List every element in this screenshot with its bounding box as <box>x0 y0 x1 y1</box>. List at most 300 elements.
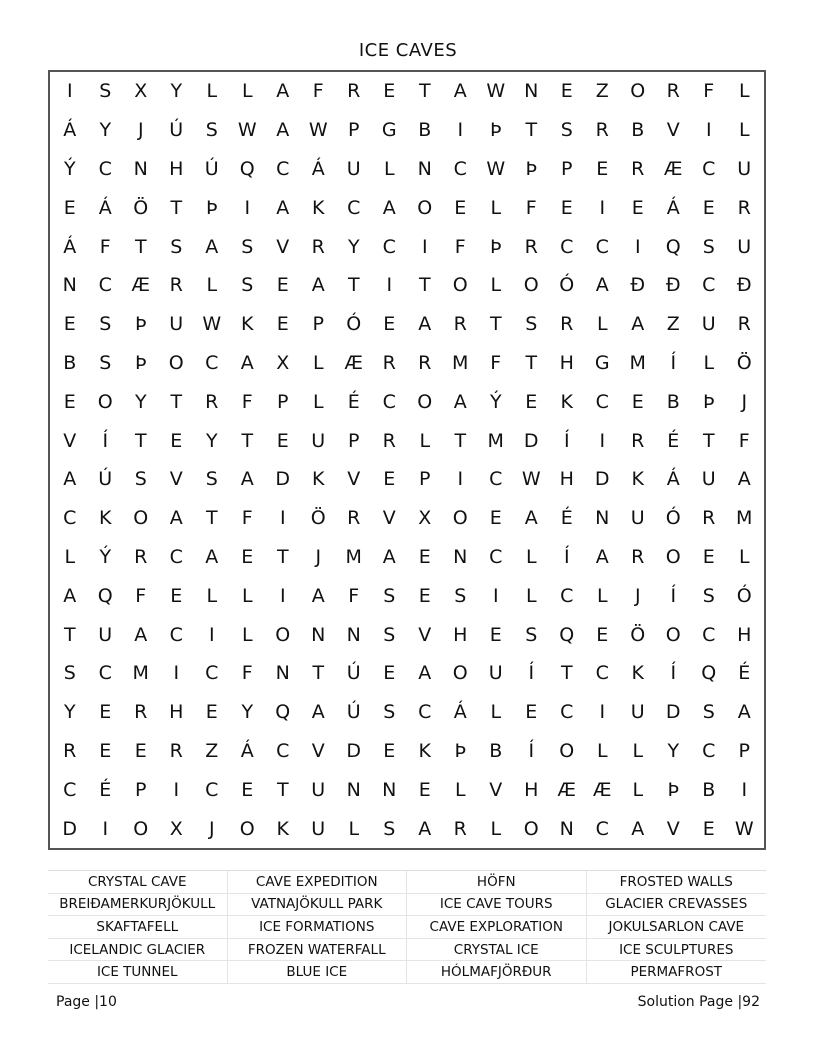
grid-cell[interactable]: I <box>599 701 606 724</box>
grid-cell[interactable]: K <box>418 739 431 762</box>
grid-cell[interactable]: Ú <box>204 157 219 180</box>
grid-cell[interactable]: R <box>382 429 396 452</box>
grid-cell[interactable]: M <box>487 429 504 452</box>
grid-cell[interactable]: E <box>702 545 715 568</box>
grid-cell[interactable]: E <box>63 196 76 219</box>
grid-cell[interactable]: W <box>308 119 328 142</box>
grid-cell[interactable]: Ý <box>63 157 76 180</box>
grid-cell[interactable]: E <box>489 507 502 530</box>
grid-cell[interactable]: Ú <box>346 701 361 724</box>
grid-cell[interactable]: C <box>205 351 219 374</box>
grid-cell[interactable]: Þ <box>525 157 537 180</box>
grid-cell[interactable]: E <box>702 196 715 219</box>
grid-cell[interactable]: Y <box>134 390 147 413</box>
grid-cell[interactable]: I <box>66 80 73 103</box>
grid-cell[interactable]: V <box>276 235 290 258</box>
grid-cell[interactable]: E <box>596 623 609 646</box>
grid-cell[interactable]: E <box>241 778 254 801</box>
grid-cell[interactable]: R <box>205 390 219 413</box>
grid-cell[interactable]: E <box>631 390 644 413</box>
grid-cell[interactable]: E <box>560 196 573 219</box>
grid-cell[interactable]: A <box>418 817 432 840</box>
grid-cell[interactable]: T <box>276 545 289 568</box>
grid-cell[interactable]: É <box>738 662 751 685</box>
grid-cell[interactable]: M <box>452 351 469 374</box>
grid-cell[interactable]: P <box>348 429 360 452</box>
grid-cell[interactable]: C <box>453 157 467 180</box>
grid-cell[interactable]: U <box>311 778 326 801</box>
grid-cell[interactable]: S <box>241 274 254 297</box>
grid-cell[interactable]: Y <box>667 739 680 762</box>
grid-cell[interactable]: Ú <box>98 468 113 491</box>
grid-cell[interactable]: L <box>206 584 218 607</box>
grid-cell[interactable]: R <box>524 235 538 258</box>
grid-cell[interactable]: T <box>702 429 715 452</box>
grid-cell[interactable]: L <box>206 80 218 103</box>
grid-cell[interactable]: Q <box>701 662 717 685</box>
grid-cell[interactable]: C <box>169 545 183 568</box>
grid-cell[interactable]: E <box>418 545 431 568</box>
grid-cell[interactable]: Q <box>559 623 575 646</box>
grid-cell[interactable]: A <box>205 545 219 568</box>
grid-cell[interactable]: Á <box>98 196 112 219</box>
grid-cell[interactable]: Þ <box>135 313 147 336</box>
grid-cell[interactable]: Ð <box>736 274 752 297</box>
grid-cell[interactable]: C <box>382 235 396 258</box>
grid-cell[interactable]: H <box>737 623 752 646</box>
grid-cell[interactable]: V <box>169 468 183 491</box>
grid-cell[interactable]: S <box>241 235 254 258</box>
grid-cell[interactable]: N <box>346 778 361 801</box>
grid-cell[interactable]: D <box>275 468 291 491</box>
grid-cell[interactable]: V <box>347 468 361 491</box>
grid-cell[interactable]: U <box>346 157 361 180</box>
grid-cell[interactable]: A <box>169 507 183 530</box>
grid-cell[interactable]: Í <box>670 351 677 374</box>
grid-cell[interactable]: L <box>312 390 324 413</box>
grid-cell[interactable]: K <box>631 468 644 491</box>
grid-cell[interactable]: T <box>418 80 431 103</box>
grid-cell[interactable]: L <box>738 545 750 568</box>
grid-cell[interactable]: B <box>702 778 716 801</box>
grid-cell[interactable]: I <box>173 662 180 685</box>
grid-cell[interactable]: X <box>169 817 183 840</box>
grid-cell[interactable]: A <box>595 274 609 297</box>
grid-cell[interactable]: C <box>63 507 77 530</box>
grid-cell[interactable]: T <box>170 390 183 413</box>
grid-cell[interactable]: B <box>418 119 432 142</box>
grid-cell[interactable]: C <box>702 623 716 646</box>
grid-cell[interactable]: T <box>134 429 147 452</box>
grid-cell[interactable]: O <box>523 274 539 297</box>
grid-cell[interactable]: H <box>169 701 184 724</box>
grid-cell[interactable]: C <box>595 390 609 413</box>
grid-cell[interactable]: F <box>312 80 324 103</box>
grid-cell[interactable]: A <box>134 623 148 646</box>
grid-cell[interactable]: L <box>596 739 608 762</box>
grid-cell[interactable]: Á <box>666 196 680 219</box>
grid-cell[interactable]: E <box>63 390 76 413</box>
grid-cell[interactable]: O <box>630 80 646 103</box>
grid-cell[interactable]: N <box>382 778 397 801</box>
grid-cell[interactable]: E <box>99 739 112 762</box>
grid-cell[interactable]: H <box>524 778 539 801</box>
grid-cell[interactable]: Ö <box>310 507 326 530</box>
grid-cell[interactable]: R <box>631 545 645 568</box>
grid-cell[interactable]: E <box>170 429 183 452</box>
grid-cell[interactable]: R <box>169 274 183 297</box>
grid-cell[interactable]: É <box>347 390 360 413</box>
grid-cell[interactable]: T <box>560 662 573 685</box>
grid-cell[interactable]: L <box>241 80 253 103</box>
grid-cell[interactable]: O <box>665 623 681 646</box>
grid-cell[interactable]: C <box>63 778 77 801</box>
grid-cell[interactable]: L <box>525 584 537 607</box>
grid-cell[interactable]: H <box>169 157 184 180</box>
grid-cell[interactable]: E <box>418 584 431 607</box>
grid-cell[interactable]: R <box>347 80 361 103</box>
grid-cell[interactable]: P <box>277 390 289 413</box>
grid-cell[interactable]: Ó <box>346 313 362 336</box>
grid-cell[interactable]: Ú <box>169 119 184 142</box>
grid-cell[interactable]: V <box>418 623 432 646</box>
grid-cell[interactable]: S <box>702 584 715 607</box>
grid-cell[interactable]: F <box>241 507 253 530</box>
grid-cell[interactable]: Y <box>170 80 183 103</box>
grid-cell[interactable]: T <box>418 274 431 297</box>
grid-cell[interactable]: S <box>454 584 467 607</box>
grid-cell[interactable]: K <box>99 507 112 530</box>
grid-cell[interactable]: U <box>169 313 184 336</box>
grid-cell[interactable]: G <box>594 351 610 374</box>
grid-cell[interactable]: Æ <box>131 274 150 297</box>
grid-cell[interactable]: A <box>418 662 432 685</box>
grid-cell[interactable]: Á <box>240 739 254 762</box>
grid-cell[interactable]: Í <box>563 429 570 452</box>
grid-cell[interactable]: N <box>311 623 326 646</box>
grid-cell[interactable]: Æ <box>663 157 683 180</box>
grid-cell[interactable]: E <box>383 80 396 103</box>
grid-cell[interactable]: O <box>168 351 184 374</box>
grid-cell[interactable]: U <box>701 313 716 336</box>
grid-cell[interactable]: T <box>134 235 147 258</box>
grid-cell[interactable]: L <box>738 119 750 142</box>
grid-cell[interactable]: O <box>275 623 291 646</box>
grid-cell[interactable]: W <box>486 157 506 180</box>
grid-cell[interactable]: N <box>453 545 468 568</box>
grid-cell[interactable]: C <box>418 701 432 724</box>
grid-cell[interactable]: L <box>490 274 502 297</box>
grid-cell[interactable]: S <box>134 468 147 491</box>
grid-cell[interactable]: I <box>208 623 215 646</box>
grid-cell[interactable]: E <box>383 313 396 336</box>
grid-cell[interactable]: Í <box>670 584 677 607</box>
grid-cell[interactable]: R <box>134 701 148 724</box>
grid-cell[interactable]: I <box>741 778 748 801</box>
grid-cell[interactable]: C <box>489 468 503 491</box>
grid-cell[interactable]: Y <box>99 119 112 142</box>
grid-cell[interactable]: B <box>631 119 645 142</box>
grid-cell[interactable]: O <box>452 662 468 685</box>
grid-cell[interactable]: Á <box>63 235 77 258</box>
grid-cell[interactable]: W <box>734 817 754 840</box>
grid-cell[interactable]: L <box>312 351 324 374</box>
grid-cell[interactable]: V <box>63 429 77 452</box>
grid-cell[interactable]: Ó <box>736 584 752 607</box>
grid-cell[interactable]: R <box>418 351 432 374</box>
grid-cell[interactable]: P <box>419 468 431 491</box>
grid-cell[interactable]: H <box>453 623 468 646</box>
grid-cell[interactable]: C <box>595 662 609 685</box>
grid-cell[interactable]: A <box>453 80 467 103</box>
grid-cell[interactable]: E <box>383 468 396 491</box>
grid-cell[interactable]: L <box>525 545 537 568</box>
grid-cell[interactable]: R <box>737 196 751 219</box>
grid-cell[interactable]: Í <box>670 662 677 685</box>
grid-cell[interactable]: N <box>133 157 148 180</box>
grid-cell[interactable]: F <box>99 235 111 258</box>
grid-cell[interactable]: Ð <box>665 274 681 297</box>
grid-cell[interactable]: C <box>702 739 716 762</box>
grid-cell[interactable]: Ö <box>630 623 646 646</box>
grid-cell[interactable]: I <box>102 817 109 840</box>
grid-cell[interactable]: S <box>383 817 396 840</box>
grid-cell[interactable]: C <box>595 817 609 840</box>
grid-cell[interactable]: C <box>489 545 503 568</box>
grid-cell[interactable]: D <box>665 701 681 724</box>
grid-cell[interactable]: Z <box>595 80 609 103</box>
grid-cell[interactable]: A <box>382 545 396 568</box>
grid-cell[interactable]: U <box>630 701 645 724</box>
grid-cell[interactable]: L <box>632 778 644 801</box>
grid-cell[interactable]: S <box>99 351 112 374</box>
grid-cell[interactable]: W <box>202 313 222 336</box>
grid-cell[interactable]: A <box>311 274 325 297</box>
grid-cell[interactable]: W <box>237 119 257 142</box>
grid-cell[interactable]: I <box>599 429 606 452</box>
grid-cell[interactable]: L <box>490 701 502 724</box>
grid-cell[interactable]: P <box>348 119 360 142</box>
grid-cell[interactable]: X <box>276 351 290 374</box>
grid-cell[interactable]: E <box>454 196 467 219</box>
grid-cell[interactable]: U <box>488 662 503 685</box>
grid-cell[interactable]: I <box>457 119 464 142</box>
grid-cell[interactable]: F <box>241 390 253 413</box>
grid-cell[interactable]: U <box>737 157 752 180</box>
grid-cell[interactable]: Ý <box>489 390 502 413</box>
grid-cell[interactable]: L <box>241 623 253 646</box>
grid-cell[interactable]: R <box>382 351 396 374</box>
grid-cell[interactable]: S <box>560 119 573 142</box>
grid-cell[interactable]: R <box>63 739 77 762</box>
grid-cell[interactable]: C <box>98 157 112 180</box>
grid-cell[interactable]: R <box>347 507 361 530</box>
grid-cell[interactable]: L <box>596 584 608 607</box>
grid-cell[interactable]: V <box>666 817 680 840</box>
grid-cell[interactable]: C <box>702 274 716 297</box>
grid-cell[interactable]: Í <box>563 545 570 568</box>
grid-cell[interactable]: A <box>63 584 77 607</box>
grid-cell[interactable]: L <box>490 196 502 219</box>
grid-cell[interactable]: C <box>276 739 290 762</box>
grid-cell[interactable]: I <box>279 507 286 530</box>
grid-cell[interactable]: C <box>276 157 290 180</box>
grid-cell[interactable]: Þ <box>490 235 502 258</box>
grid-cell[interactable]: F <box>241 662 253 685</box>
grid-cell[interactable]: O <box>417 390 433 413</box>
grid-cell[interactable]: C <box>560 235 574 258</box>
grid-cell[interactable]: Þ <box>667 778 679 801</box>
grid-cell[interactable]: A <box>276 80 290 103</box>
grid-cell[interactable]: C <box>560 701 574 724</box>
grid-cell[interactable]: E <box>134 739 147 762</box>
grid-cell[interactable]: S <box>205 119 218 142</box>
grid-cell[interactable]: W <box>521 468 541 491</box>
grid-cell[interactable]: E <box>596 157 609 180</box>
grid-cell[interactable]: Ö <box>736 351 752 374</box>
grid-cell[interactable]: N <box>346 623 361 646</box>
grid-cell[interactable]: M <box>345 545 362 568</box>
grid-cell[interactable]: A <box>311 701 325 724</box>
grid-cell[interactable]: W <box>486 80 506 103</box>
grid-cell[interactable]: R <box>631 157 645 180</box>
grid-cell[interactable]: E <box>276 274 289 297</box>
grid-cell[interactable]: Á <box>666 468 680 491</box>
grid-cell[interactable]: T <box>63 623 76 646</box>
grid-cell[interactable]: N <box>62 274 77 297</box>
grid-cell[interactable]: E <box>276 313 289 336</box>
grid-cell[interactable]: É <box>667 429 680 452</box>
grid-cell[interactable]: B <box>666 390 680 413</box>
grid-cell[interactable]: Æ <box>557 778 576 801</box>
grid-cell[interactable]: C <box>347 196 361 219</box>
grid-cell[interactable]: L <box>738 80 750 103</box>
grid-cell[interactable]: J <box>208 817 215 840</box>
grid-cell[interactable]: A <box>240 351 254 374</box>
grid-cell[interactable]: C <box>205 778 219 801</box>
grid-cell[interactable]: Q <box>239 157 255 180</box>
grid-cell[interactable]: R <box>311 235 325 258</box>
grid-cell[interactable]: I <box>457 468 464 491</box>
grid-cell[interactable]: O <box>665 545 681 568</box>
grid-cell[interactable]: P <box>135 778 147 801</box>
grid-cell[interactable]: B <box>489 739 503 762</box>
grid-cell[interactable]: T <box>347 274 360 297</box>
grid-cell[interactable]: Y <box>347 235 360 258</box>
grid-cell[interactable]: O <box>239 817 255 840</box>
grid-cell[interactable]: O <box>452 507 468 530</box>
grid-cell[interactable]: H <box>559 468 574 491</box>
grid-cell[interactable]: B <box>63 351 77 374</box>
grid-cell[interactable]: E <box>170 584 183 607</box>
grid-cell[interactable]: T <box>312 662 325 685</box>
grid-cell[interactable]: R <box>169 739 183 762</box>
grid-cell[interactable]: L <box>454 778 466 801</box>
grid-cell[interactable]: L <box>206 274 218 297</box>
grid-cell[interactable]: R <box>666 80 680 103</box>
grid-cell[interactable]: É <box>99 778 112 801</box>
grid-cell[interactable]: N <box>275 662 290 685</box>
grid-cell[interactable]: Þ <box>454 739 466 762</box>
grid-cell[interactable]: E <box>525 390 538 413</box>
grid-cell[interactable]: L <box>632 739 644 762</box>
grid-cell[interactable]: F <box>490 351 502 374</box>
grid-cell[interactable]: I <box>421 235 428 258</box>
grid-cell[interactable]: Y <box>63 701 76 724</box>
grid-cell[interactable]: E <box>560 80 573 103</box>
grid-cell[interactable]: C <box>98 662 112 685</box>
grid-cell[interactable]: Ó <box>559 274 575 297</box>
grid-cell[interactable]: Á <box>453 701 467 724</box>
grid-cell[interactable]: I <box>386 274 393 297</box>
grid-cell[interactable]: A <box>276 119 290 142</box>
grid-cell[interactable]: E <box>383 739 396 762</box>
grid-cell[interactable]: Ú <box>346 662 361 685</box>
grid-cell[interactable]: A <box>382 196 396 219</box>
grid-cell[interactable]: L <box>383 157 395 180</box>
grid-cell[interactable]: A <box>311 584 325 607</box>
grid-cell[interactable]: M <box>629 351 646 374</box>
grid-cell[interactable]: V <box>311 739 325 762</box>
grid-cell[interactable]: I <box>244 196 251 219</box>
grid-cell[interactable]: Ó <box>665 507 681 530</box>
grid-cell[interactable]: D <box>346 739 362 762</box>
grid-cell[interactable]: A <box>631 817 645 840</box>
grid-cell[interactable]: S <box>702 235 715 258</box>
grid-cell[interactable]: K <box>312 196 325 219</box>
grid-cell[interactable]: C <box>560 584 574 607</box>
grid-cell[interactable]: Ð <box>630 274 646 297</box>
grid-cell[interactable]: Á <box>311 157 325 180</box>
grid-cell[interactable]: E <box>383 662 396 685</box>
grid-cell[interactable]: D <box>594 468 610 491</box>
grid-cell[interactable]: S <box>63 662 76 685</box>
grid-cell[interactable]: C <box>702 157 716 180</box>
grid-cell[interactable]: U <box>630 507 645 530</box>
grid-cell[interactable]: E <box>205 701 218 724</box>
grid-cell[interactable]: Þ <box>490 119 502 142</box>
grid-cell[interactable]: P <box>738 739 750 762</box>
grid-cell[interactable]: Y <box>241 701 254 724</box>
grid-cell[interactable]: F <box>703 80 715 103</box>
grid-cell[interactable]: S <box>383 701 396 724</box>
grid-cell[interactable]: L <box>241 584 253 607</box>
grid-cell[interactable]: I <box>599 196 606 219</box>
grid-cell[interactable]: V <box>382 507 396 530</box>
grid-cell[interactable]: J <box>137 119 144 142</box>
grid-cell[interactable]: J <box>741 390 748 413</box>
grid-cell[interactable]: E <box>63 313 76 336</box>
grid-cell[interactable]: R <box>453 313 467 336</box>
grid-cell[interactable]: S <box>99 313 112 336</box>
grid-cell[interactable]: L <box>703 351 715 374</box>
grid-cell[interactable]: Á <box>63 119 77 142</box>
grid-cell[interactable]: Y <box>205 429 218 452</box>
grid-cell[interactable]: F <box>135 584 147 607</box>
grid-cell[interactable]: A <box>453 390 467 413</box>
grid-cell[interactable]: Þ <box>135 351 147 374</box>
grid-cell[interactable]: R <box>134 545 148 568</box>
grid-cell[interactable]: X <box>418 507 432 530</box>
grid-cell[interactable]: U <box>737 235 752 258</box>
grid-cell[interactable]: Þ <box>206 196 218 219</box>
grid-cell[interactable]: A <box>737 701 751 724</box>
grid-cell[interactable]: Æ <box>592 778 612 801</box>
grid-cell[interactable]: I <box>705 119 712 142</box>
grid-cell[interactable]: L <box>596 313 608 336</box>
grid-cell[interactable]: P <box>312 313 324 336</box>
grid-cell[interactable]: L <box>419 429 431 452</box>
